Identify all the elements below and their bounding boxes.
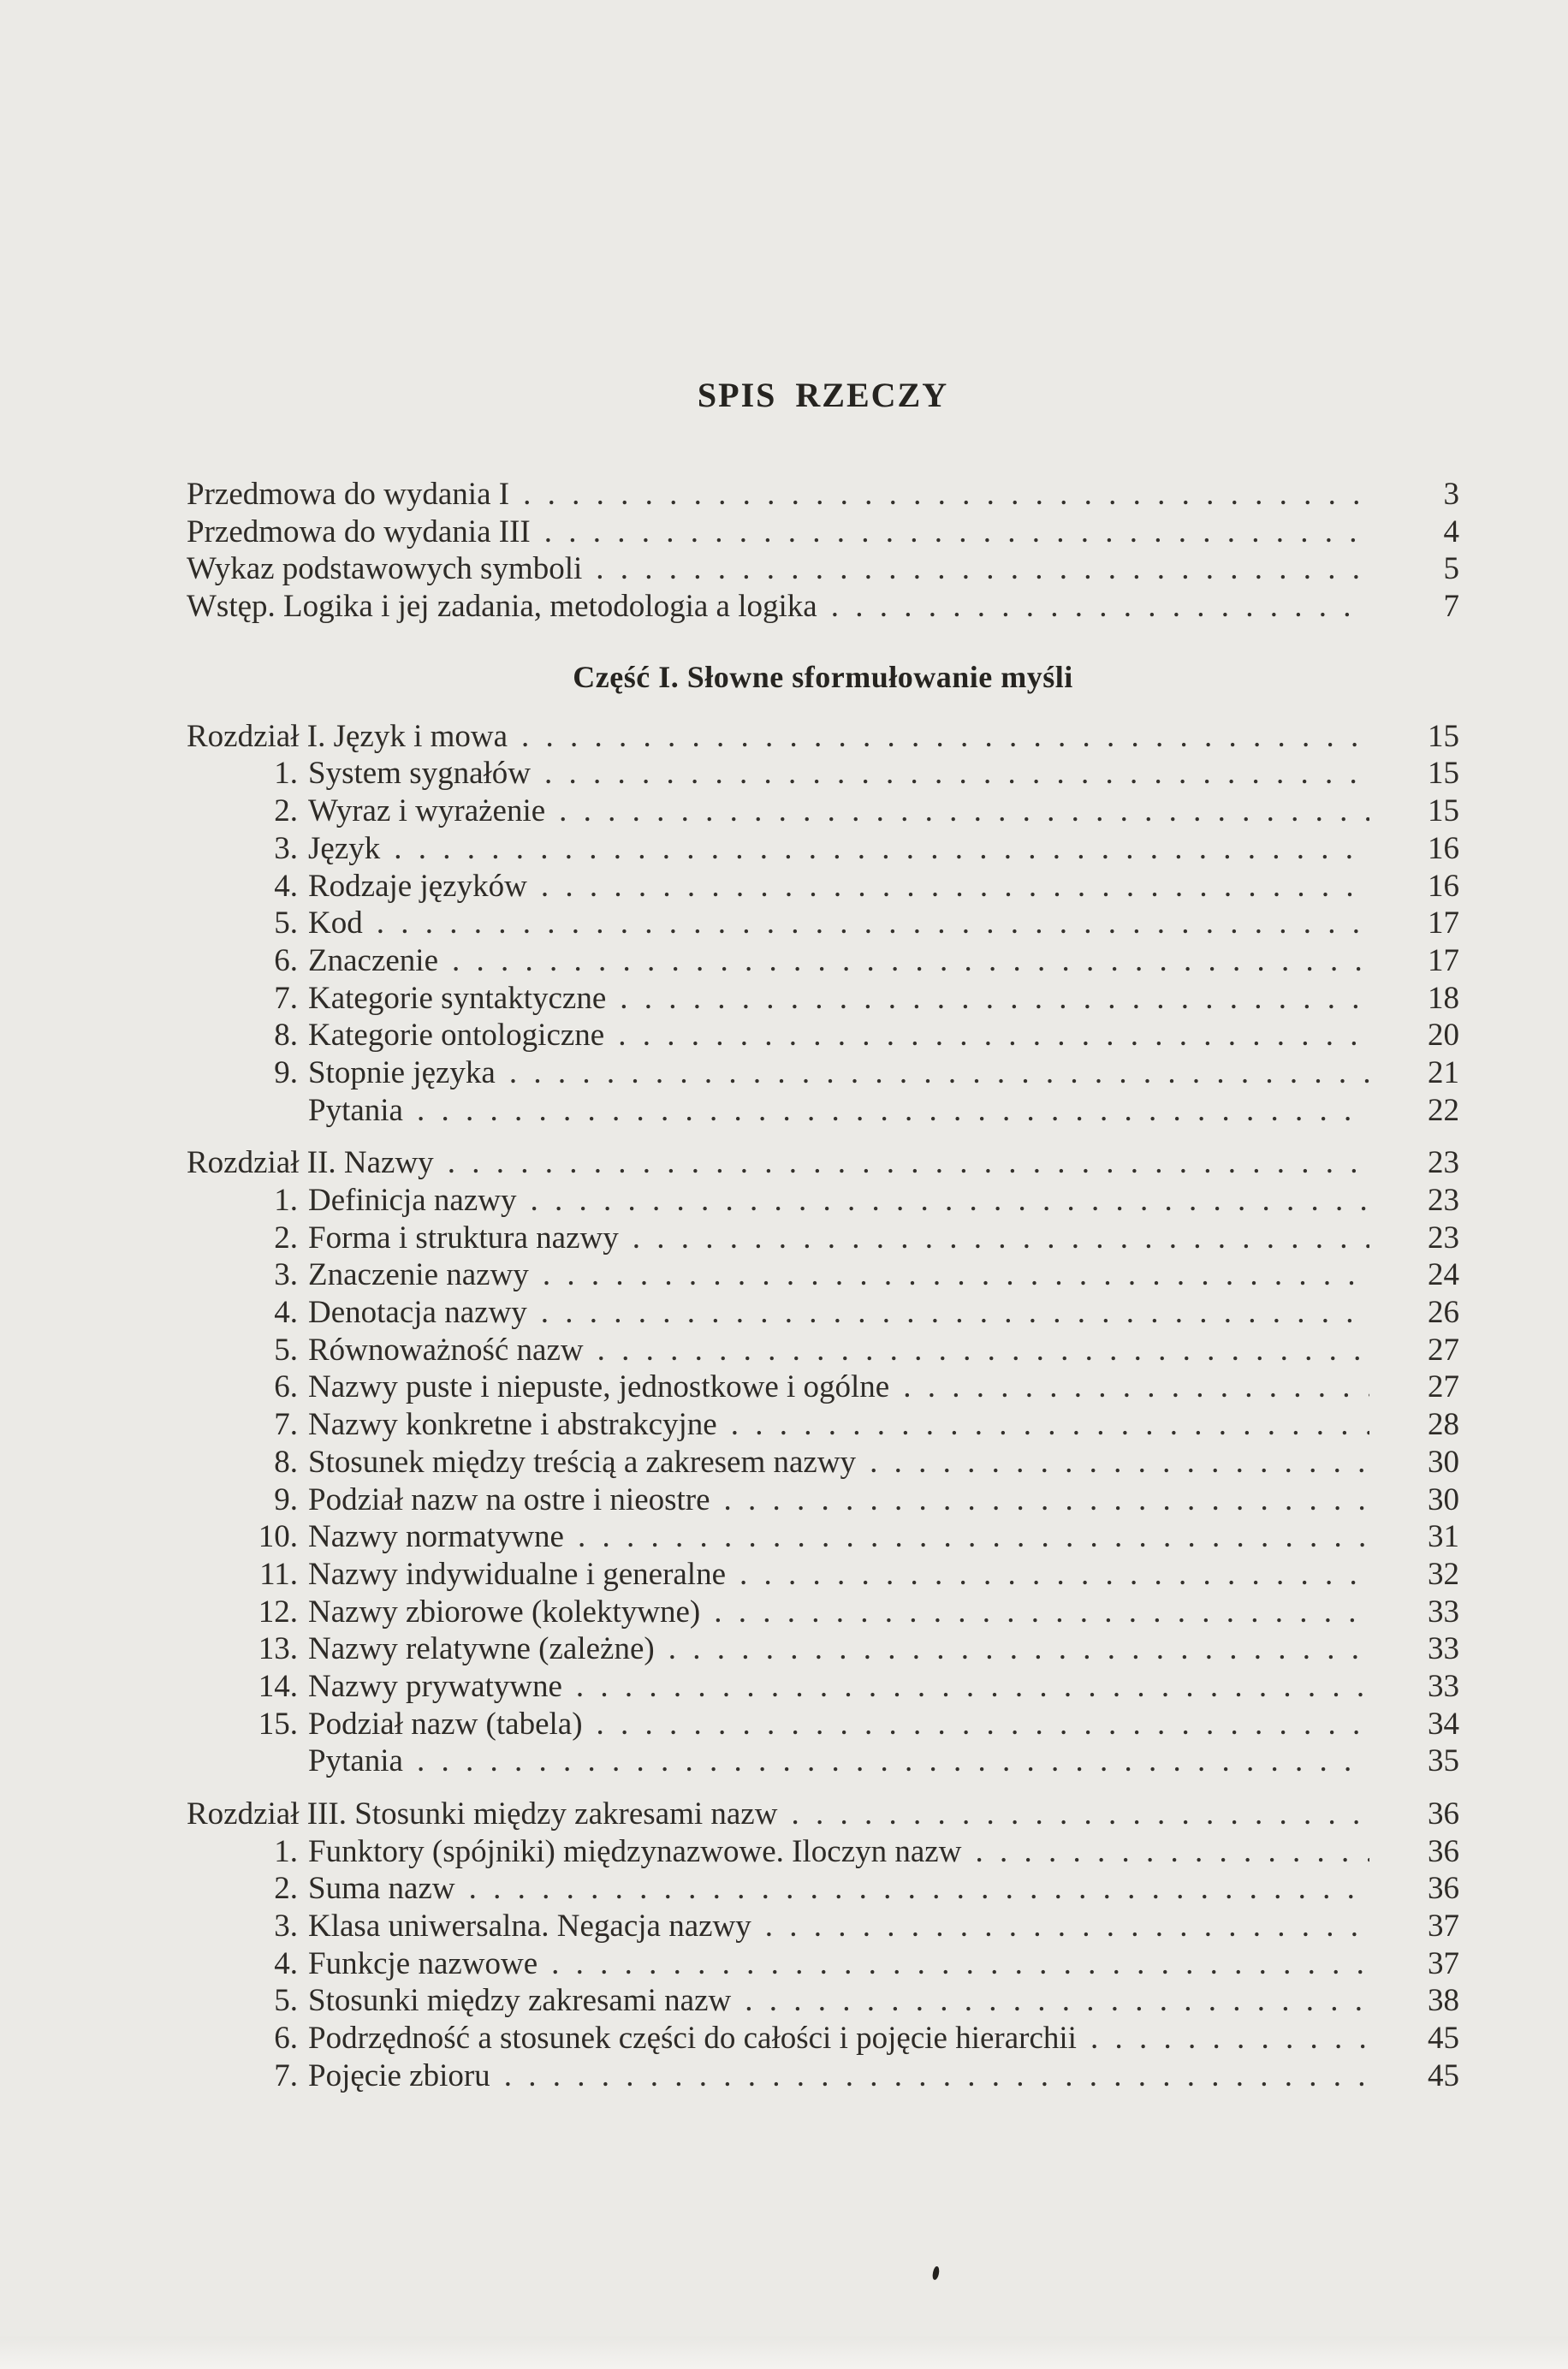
toc-entry-label: Nazwy puste i niepuste, jednostkowe i ogólne [308,1369,890,1405]
toc-entry [187,755,1459,793]
toc-entry [187,1982,1459,2020]
toc-entry-page: 35 [1428,1743,1459,1779]
toc-entry-page: 27 [1428,1332,1459,1368]
toc-entry [187,1182,1459,1220]
toc-entry-page: 15 [1428,756,1459,792]
toc-entry-number: 15. [258,1706,298,1742]
toc-entry-page: 32 [1428,1556,1459,1592]
toc-entry-label: Suma nazw [308,1871,455,1907]
toc-entry [187,793,1459,830]
toc-entry-label: Rozdział III. Stosunki między zakresami nazw [187,1796,778,1832]
toc-entry-page: 37 [1428,1945,1459,1981]
toc-section [187,1796,1459,2095]
toc-entry-page: 33 [1428,1594,1459,1630]
toc-entry-page: 24 [1428,1257,1459,1293]
leader-dots [739,1556,1369,1594]
toc-entry-number: 6. [274,2021,298,2057]
toc-entry-number: 12. [258,1594,298,1630]
leader-dots [559,793,1369,830]
toc-entry-label: Równoważność nazw [308,1332,584,1368]
leader-dots [597,1332,1369,1369]
toc-entry-label: Nazwy indywidualne i generalne [308,1556,727,1592]
leader-dots [620,980,1369,1018]
toc-entry [187,942,1459,980]
front-matter-list [187,476,1459,626]
toc-entry-label: Nazwy zbiorowe (kolektywne) [308,1594,701,1630]
toc-entry-number: 3. [274,830,298,866]
toc-entry [187,1369,1459,1406]
toc-entry [187,980,1459,1018]
toc-entry-label: Nazwy prywatywne [308,1668,562,1704]
leader-dots [509,1054,1369,1092]
leader-dots [544,514,1369,551]
toc-entry-number: 4. [274,1945,298,1981]
toc-entry-label: Kategorie syntaktyczne [308,980,607,1016]
toc-entry-label: Stopnie języka [308,1054,496,1090]
toc-entry [187,1220,1459,1257]
toc-entry-page: 33 [1428,1631,1459,1667]
leader-dots [448,1144,1369,1182]
toc-entry-number: 6. [274,1369,298,1405]
toc-entry-number: 9. [274,1481,298,1517]
toc-entry-page: 27 [1428,1369,1459,1405]
leader-dots [417,1743,1369,1780]
toc-entry-number: 2. [274,1220,298,1256]
leader-dots [668,1630,1369,1668]
toc-entry-label: Stosunki między zakresami nazw [308,1983,732,2019]
toc-entry-label: Wstęp. Logika i jej zadania, metodologia a logika [187,589,817,625]
toc-entry-number: 5. [274,1983,298,2019]
toc-entry-label: Język [308,830,381,866]
toc-entry-page: 26 [1428,1295,1459,1331]
toc-entry-page: 36 [1428,1871,1459,1907]
toc-section [187,1144,1459,1780]
toc-entry-page: 45 [1428,2021,1459,2057]
leader-dots [597,1706,1369,1743]
toc-entry-number: 1. [274,1833,298,1869]
toc-entry-number: 7. [274,1407,298,1443]
toc-entry-number: 3. [274,1909,298,1944]
leader-dots [530,1182,1369,1220]
toc-entry-number: 7. [274,2057,298,2093]
toc-entry-page: 30 [1428,1481,1459,1517]
toc-entry [187,550,1459,588]
toc-entry [187,1796,1459,1833]
toc-entry [187,905,1459,942]
toc-entry [187,1870,1459,1908]
toc-entry-label: Forma i struktura nazwy [308,1220,619,1256]
toc-entry-number: 11. [259,1556,298,1592]
toc-entry-page: 16 [1428,830,1459,866]
toc-entry-label: Wyraz i wyrażenie [308,793,546,829]
toc-entry-page: 30 [1428,1444,1459,1480]
toc-entry-page: 33 [1428,1668,1459,1704]
ink-speck [931,2265,940,2280]
toc-entry-number: 5. [274,905,298,941]
toc-entry [187,868,1459,905]
toc-entry-label: Funktory (spójniki) międzynazwowe. Iloczyn nazw [308,1833,962,1869]
scan-edge-strip [0,2336,1568,2369]
toc-entry-label: Funkcje nazwowe [308,1945,538,1981]
toc-entry-label: Klasa uniwersalna. Negacja nazwy [308,1909,751,1944]
toc-entry [187,1743,1459,1780]
leader-dots [975,1833,1369,1871]
toc-entry-page: 23 [1428,1145,1459,1181]
toc-entry [187,514,1459,551]
toc-entry-label: Nazwy relatywne (zależne) [308,1631,655,1667]
toc-entry [187,1092,1459,1130]
toc-entry-number: 2. [274,1871,298,1907]
toc-entry [187,1945,1459,1983]
toc-entry-page: 7 [1443,589,1459,625]
toc-entry-label: Znaczenie [308,942,438,978]
toc-entry-page: 17 [1428,905,1459,941]
toc-entry [187,1144,1459,1182]
toc-entry-label: Kod [308,905,363,941]
leader-dots [394,830,1369,868]
leader-dots [870,1444,1369,1481]
leader-dots [596,550,1369,588]
leader-dots [452,942,1369,980]
toc-entry-number: 4. [274,868,298,904]
toc-entry-page: 21 [1428,1054,1459,1090]
toc-entry-page: 23 [1428,1220,1459,1256]
leader-dots [523,476,1369,514]
toc-entry-label: Stosunek między treścią a zakresem nazwy [308,1444,857,1480]
toc-entry [187,1481,1459,1519]
toc-entry-label: Kategorie ontologiczne [308,1018,605,1054]
toc-entry-page: 16 [1428,868,1459,904]
toc-entry-label: Rozdział II. Nazwy [187,1145,434,1181]
toc-entry [187,2020,1459,2057]
toc-entry-page: 15 [1428,793,1459,829]
toc-entry [187,1908,1459,1945]
toc-section [187,718,1459,1130]
toc-entry-page: 4 [1443,514,1459,549]
leader-dots [544,755,1369,793]
leader-dots [377,905,1369,942]
toc-entry-page: 17 [1428,942,1459,978]
toc-entry [187,1294,1459,1332]
page-title: SPIS RZECZY [697,376,949,414]
toc-entry [187,1017,1459,1054]
toc-entry [187,1444,1459,1481]
toc-entry [187,830,1459,868]
toc-entry-label: Nazwy normatywne [308,1519,564,1555]
leader-dots [714,1594,1369,1631]
toc-entry-number: 6. [274,942,298,978]
toc-entry-number: 2. [274,793,298,829]
toc-entry-label: Przedmowa do wydania I [187,477,510,512]
toc-entry-page: 31 [1428,1519,1459,1555]
leader-dots [765,1908,1369,1945]
toc-entry-page: 22 [1428,1092,1459,1128]
toc-entry [187,476,1459,514]
part-heading: Część I. Słowne sformułowanie myśli [573,659,1073,694]
toc-entry-label: Pojęcie zbioru [308,2057,490,2093]
leader-dots [831,588,1369,626]
toc-entry-label: Podział nazw na ostre i nieostre [308,1481,710,1517]
toc-entry-page: 34 [1428,1706,1459,1742]
toc-entry-page: 36 [1428,1796,1459,1832]
leader-dots [521,718,1369,756]
toc-entry-number: 3. [274,1257,298,1293]
leader-dots [541,868,1369,905]
toc-sections [187,718,1459,2095]
toc-entry-number: 7. [274,980,298,1016]
leader-dots [417,1092,1369,1130]
toc-entry-number: 1. [274,756,298,792]
toc-entry-page: 36 [1428,1833,1459,1869]
toc-entry-number: 4. [274,1295,298,1331]
toc-entry-page: 5 [1443,551,1459,587]
toc-entry-page: 15 [1428,718,1459,754]
toc-entry-label: Znaczenie nazwy [308,1257,529,1293]
toc-entry-label: Nazwy konkretne i abstrakcyjne [308,1407,717,1443]
toc-entry [187,588,1459,626]
toc-entry-number: 8. [274,1018,298,1054]
leader-dots [504,2057,1369,2095]
toc-entry-label: System sygnałów [308,756,532,792]
toc-entry-label: Przedmowa do wydania III [187,514,531,549]
toc-entry-label: Definicja nazwy [308,1183,517,1218]
leader-dots [551,1945,1369,1983]
toc-entry [187,1406,1459,1444]
toc-entry [187,1668,1459,1706]
leader-dots [541,1294,1369,1332]
toc-entry [187,718,1459,756]
leader-dots [745,1982,1369,2020]
leader-dots [731,1406,1369,1444]
toc-entry-number: 9. [274,1054,298,1090]
toc-entry [187,1054,1459,1092]
toc-entry-page: 3 [1443,477,1459,512]
leader-dots [543,1256,1369,1294]
toc-entry-number: 5. [274,1332,298,1368]
toc-entry-number: 10. [258,1519,298,1555]
leader-dots [1090,2020,1369,2057]
leader-dots [618,1017,1369,1054]
leader-dots [724,1481,1369,1519]
toc-entry [187,2057,1459,2095]
toc-entry [187,1833,1459,1871]
toc-entry-label: Pytania [308,1092,403,1128]
table-of-contents [187,375,1459,2095]
toc-entry [187,1556,1459,1594]
toc-entry-number: 8. [274,1444,298,1480]
toc-entry-number: 1. [274,1183,298,1218]
toc-entry-page: 18 [1428,980,1459,1016]
toc-entry-number: 14. [258,1668,298,1704]
leader-dots [469,1870,1369,1908]
toc-entry-page: 45 [1428,2057,1459,2093]
leader-dots [576,1668,1369,1706]
toc-entry-label: Podział nazw (tabela) [308,1706,583,1742]
toc-entry-page: 38 [1428,1983,1459,2019]
toc-entry-page: 20 [1428,1018,1459,1054]
toc-entry [187,1594,1459,1631]
toc-entry [187,1630,1459,1668]
toc-entry-page: 37 [1428,1909,1459,1944]
toc-entry [187,1518,1459,1556]
leader-dots [791,1796,1369,1833]
toc-entry [187,1706,1459,1743]
toc-entry [187,1332,1459,1369]
toc-entry-label: Denotacja nazwy [308,1295,527,1331]
toc-entry [187,1256,1459,1294]
toc-entry-page: 23 [1428,1183,1459,1218]
leader-dots [633,1220,1369,1257]
toc-entry-label: Podrzędność a stosunek części do całości i pojęcie hierarchii [308,2021,1077,2057]
toc-entry-page: 28 [1428,1407,1459,1443]
toc-entry-label: Wykaz podstawowych symboli [187,551,583,587]
toc-entry-number: 13. [258,1631,298,1667]
toc-entry-label: Pytania [308,1743,403,1779]
toc-entry-label: Rozdział I. Język i mowa [187,718,508,754]
toc-entry-label: Rodzaje języków [308,868,527,904]
leader-dots [578,1518,1369,1556]
leader-dots [903,1369,1369,1406]
